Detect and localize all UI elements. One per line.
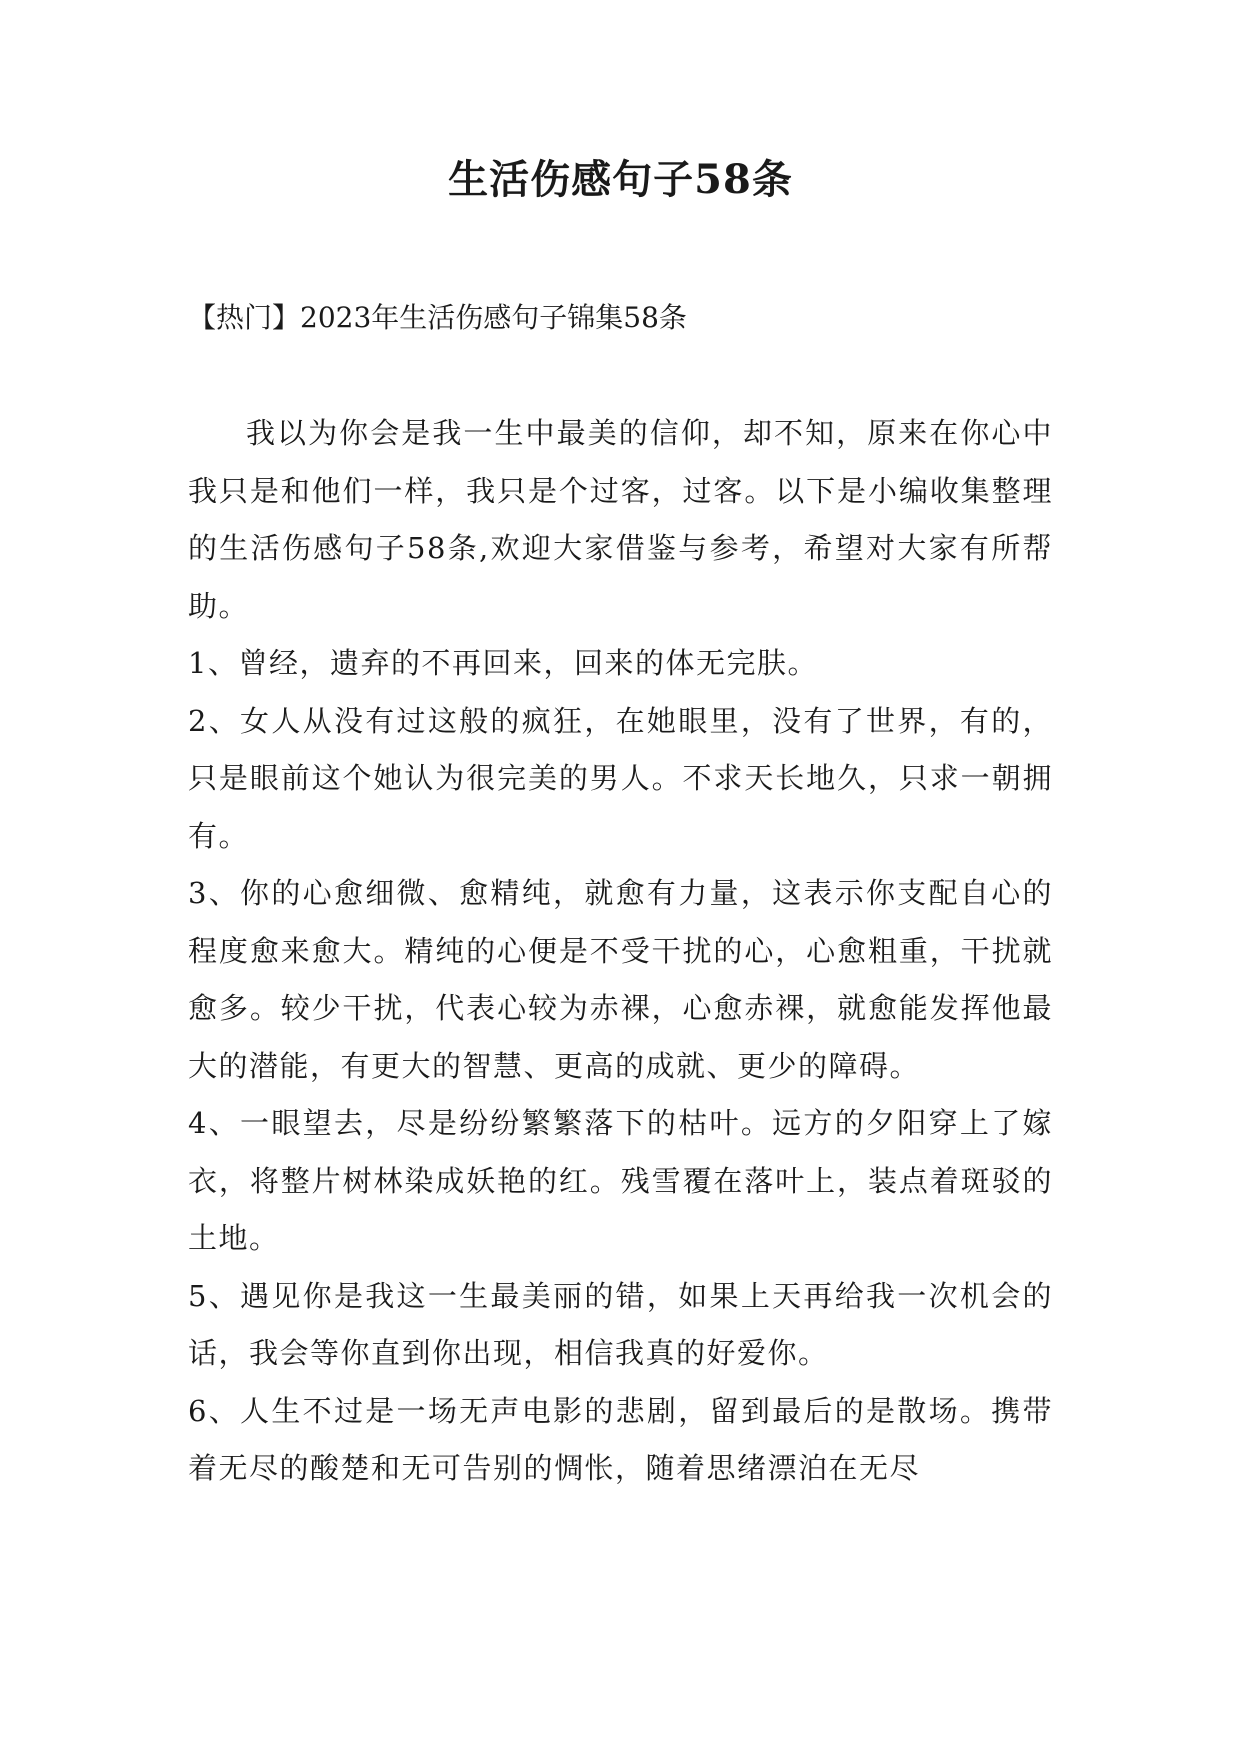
list-item: 2、女人从没有过这般的疯狂，在她眼里，没有了世界，有的，只是眼前这个她认为很完美的男人。不求天长地久，只求一朝拥有。 xyxy=(188,703,1053,853)
list-item: 1、曾经，遗弃的不再回来，回来的体无完肤。 xyxy=(188,646,818,680)
document-body xyxy=(188,405,1053,1498)
list-item: 4、一眼望去，尽是纷纷繁繁落下的枯叶。远方的夕阳穿上了嫁衣，将整片树林染成妖艳的红。残雪覆在落叶上，装点着斑驳的土地。 xyxy=(188,1106,1053,1255)
intro-paragraph: 我以为你会是我一生中最美的信仰，却不知，原来在你心中我只是和他们一样，我只是个过客，过客。以下是小编收集整理的生活伤感句子58条,欢迎大家借鉴与参考，希望对大家有所帮助。 xyxy=(188,416,1053,623)
document-title: 生活伤感句子58条 xyxy=(448,156,793,203)
list-item: 5、遇见你是我这一生最美丽的错，如果上天再给我一次机会的话，我会等你直到你出现，相信我真的好爱你。 xyxy=(188,1278,1053,1370)
document-subtitle: 【热门】2023年生活伤感句子锦集58条 xyxy=(188,301,687,334)
list-item: 6、人生不过是一场无声电影的悲剧，留到最后的是散场。携带着无尽的酸楚和无可告别的惆怅，随着思绪漂泊在无尽 xyxy=(188,1393,1053,1485)
list-item: 3、你的心愈细微、愈精纯，就愈有力量，这表示你支配自心的程度愈来愈大。精纯的心便是不受干扰的心，心愈粗重，干扰就愈多。较少干扰，代表心较为赤裸，心愈赤裸，就愈能发挥他最大的潜能，有更大的智慧、更高的成就、更少的障碍。 xyxy=(188,876,1053,1083)
